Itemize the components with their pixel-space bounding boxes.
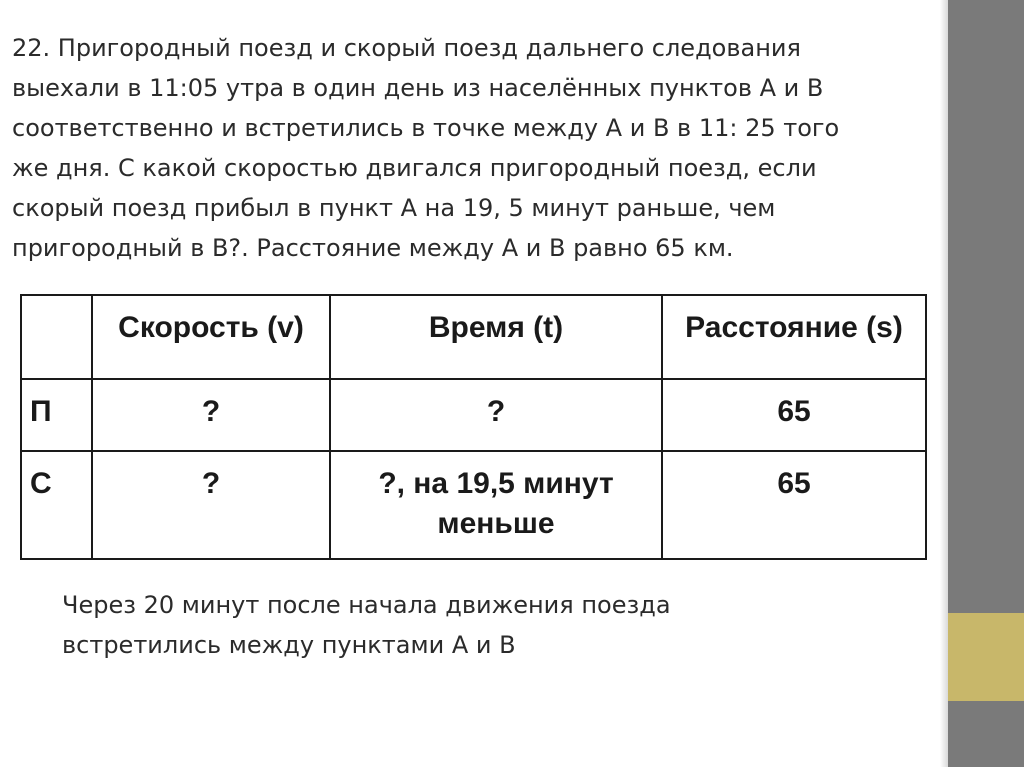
distance-cell: 65 [662,379,926,451]
distance-cell: 65 [662,451,926,559]
row-label-cell: П [21,379,92,451]
data-table [20,294,927,560]
problem-line: скорый поезд прибыл в пункт А на 19, 5 минут раньше, чем [12,194,776,222]
problem-line: пригородный в В?. Расстояние между А и В равно 65 км. [12,234,734,262]
problem-line: же дня. С какой скоростью двигался пригородный поезд, если [12,154,817,182]
note-line: встретились между пунктами А и В [62,631,516,659]
table-row [21,379,926,451]
table-header-row [21,295,926,379]
page-edge-shadow [940,0,948,767]
problem-line: выехали в 11:05 утра в один день из населённых пунктов А и В [12,74,824,102]
note-line: Через 20 минут после начала движения поезда [62,591,671,619]
table-row [21,451,926,559]
header-cell-time: Время (t) [330,295,662,379]
problem-line: соответственно и встретились в точке между А и В в 11: 25 того [12,114,840,142]
header-cell-speed: Скорость (v) [92,295,330,379]
time-cell: ? [330,379,662,451]
header-cell-empty [21,295,92,379]
note-text [62,585,802,665]
speed-cell: ? [92,451,330,559]
speed-cell: ? [92,379,330,451]
header-cell-distance: Расстояние (s) [662,295,926,379]
problem-line: 22. Пригородный поезд и скорый поезд дальнего следования [12,34,801,62]
row-label-cell: С [21,451,92,559]
right-accent-block [948,613,1024,701]
time-cell: ?, на 19,5 минут меньше [330,451,662,559]
problem-statement [12,28,937,268]
